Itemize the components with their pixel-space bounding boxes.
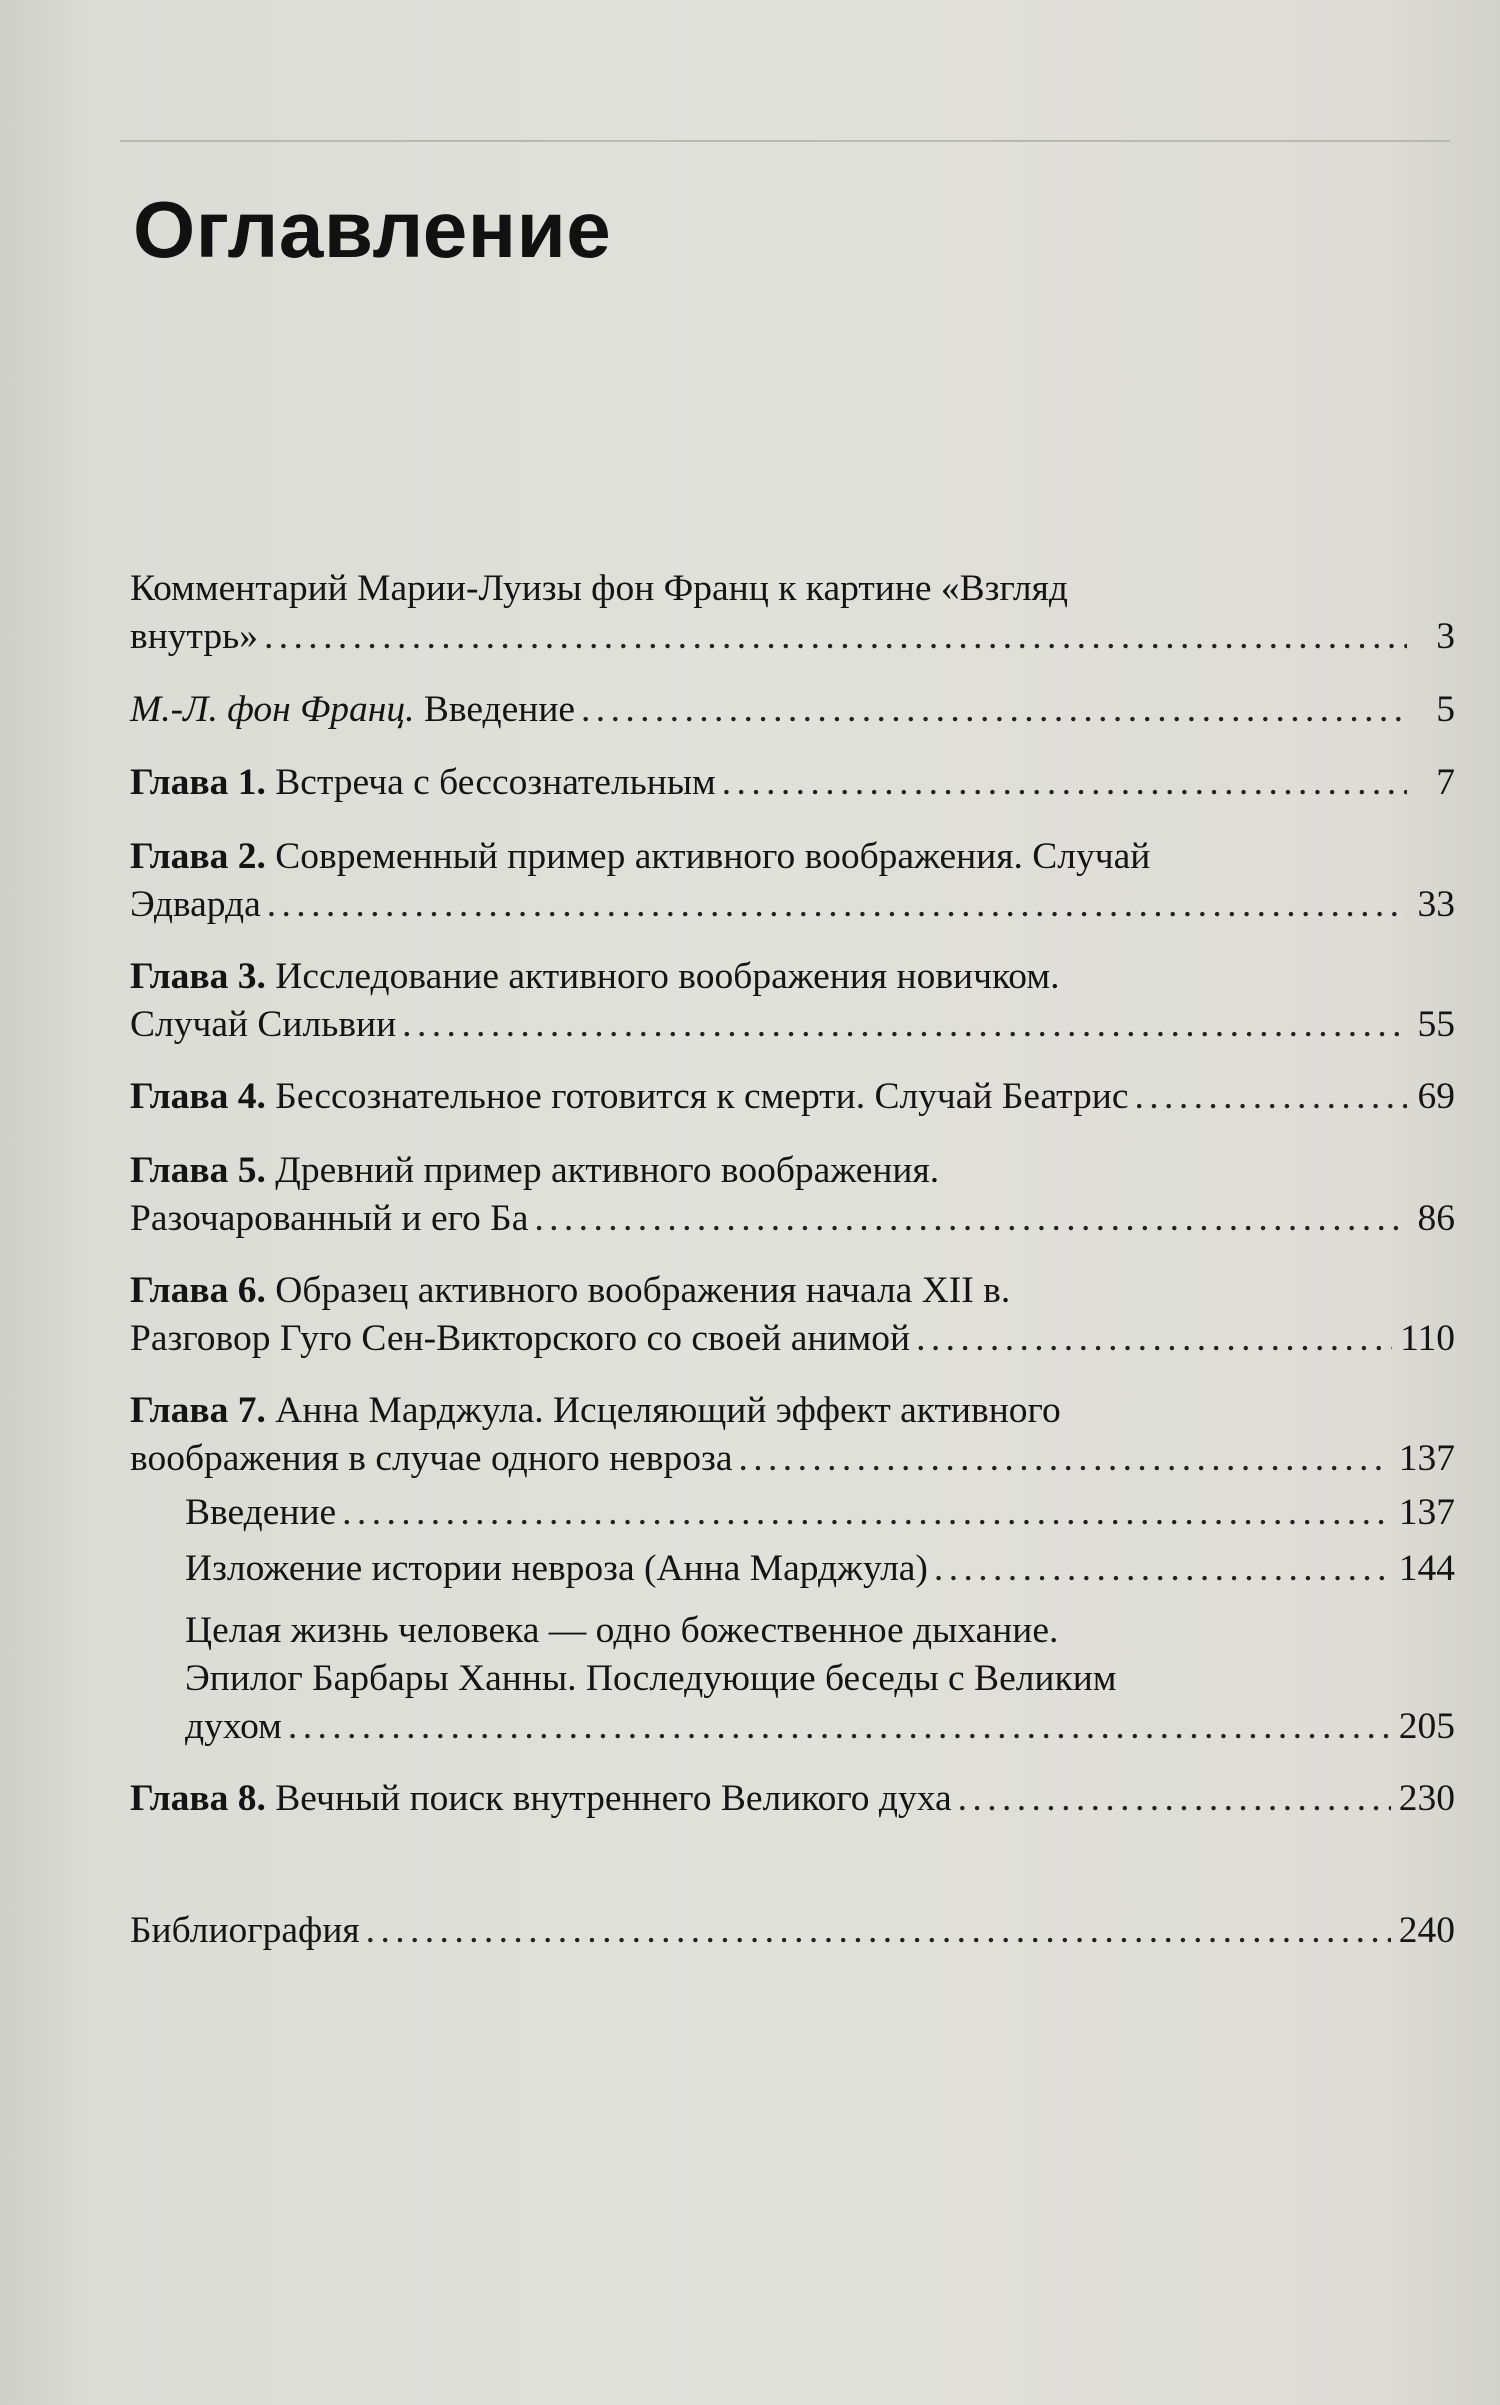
entry-title: Встреча с бессознательным: [275, 762, 716, 803]
page-number: 205: [1398, 1706, 1455, 1747]
page-number: 3: [1436, 616, 1455, 657]
entry-title: Эдварда: [130, 884, 261, 925]
chapter-label: Глава 3.: [130, 956, 266, 997]
page-number: 69: [1417, 1076, 1455, 1117]
page-number: 137: [1398, 1492, 1455, 1533]
entry-title: Комментарий Марии-Луизы фон Франц к картине «Взгляд: [130, 568, 1068, 609]
toc-entry: [130, 565, 1455, 661]
entry-title: Вечный поиск внутреннего Великого духа: [275, 1778, 952, 1819]
entry-title: Библиография: [130, 1910, 360, 1951]
toc-entry-line: [130, 1001, 1455, 1049]
chapter-label: Глава 4.: [130, 1076, 266, 1117]
toc-entry-line: [185, 1703, 1455, 1751]
toc-entry-line: [185, 1607, 1455, 1655]
toc-entry: [130, 953, 1455, 1049]
toc-entry-line: [185, 1489, 1455, 1537]
toc-entry-line: [130, 613, 1455, 661]
toc-entry-line: [130, 565, 1455, 613]
toc-entry-line: [185, 1655, 1455, 1703]
entry-title: Образец активного воображения начала XII в.: [275, 1270, 1011, 1311]
entry-title: Исследование активного воображения новичком.: [275, 956, 1060, 997]
toc-entry: [130, 686, 1455, 734]
page-number: 144: [1398, 1548, 1455, 1589]
header-rule: [120, 140, 1450, 142]
toc-entry-line: [130, 1775, 1455, 1823]
toc-entry: [130, 1775, 1455, 1823]
toc-entry: [130, 759, 1455, 807]
dot-leader: [722, 759, 1407, 807]
dot-leader: [342, 1489, 1391, 1537]
entry-title: Введение: [185, 1492, 337, 1533]
entry-title: Современный пример активного воображения. Случай: [275, 836, 1151, 877]
entry-title: воображения в случае одного невроза: [130, 1438, 733, 1479]
toc-entry: [130, 1907, 1455, 1955]
dot-leader: [1135, 1073, 1408, 1121]
entry-title: Целая жизнь человека — одно божественное дыхание.: [185, 1610, 1059, 1651]
toc-entry: [130, 1073, 1455, 1121]
toc-entry: [185, 1545, 1455, 1593]
toc-entry: [185, 1607, 1455, 1751]
page-number: 240: [1398, 1910, 1455, 1951]
toc-entry-line: [130, 1387, 1455, 1435]
chapter-label: Глава 8.: [130, 1778, 266, 1819]
dot-leader: [958, 1775, 1391, 1823]
toc-entry-line: [130, 881, 1455, 929]
chapter-label: Глава 2.: [130, 836, 266, 877]
entry-title: Анна Марджула. Исцеляющий эффект активного: [275, 1390, 1061, 1431]
page-number: 5: [1436, 689, 1455, 730]
page-number: 55: [1417, 1004, 1455, 1045]
toc-entry-line: [130, 1435, 1455, 1483]
page-number: 33: [1417, 884, 1455, 925]
entry-title: Древний пример активного воображения.: [275, 1150, 940, 1191]
dot-leader: [288, 1703, 1391, 1751]
page-number: 110: [1400, 1318, 1455, 1359]
toc-entry-line: [130, 1147, 1455, 1195]
chapter-label: Глава 1.: [130, 762, 266, 803]
toc-entry-line: [185, 1545, 1455, 1593]
entry-title: Изложение истории невроза (Анна Марджула): [185, 1548, 928, 1589]
dot-leader: [581, 686, 1407, 734]
entry-title: духом: [185, 1706, 282, 1747]
dot-leader: [738, 1435, 1390, 1483]
page-number: 7: [1436, 762, 1455, 803]
page-number: 230: [1398, 1778, 1455, 1819]
dot-leader: [534, 1195, 1407, 1243]
entry-title: Разочарованный и его Ба: [130, 1198, 529, 1239]
toc-entry-line: [130, 833, 1455, 881]
entry-title: Эпилог Барбары Ханны. Последующие беседы с Великим: [185, 1658, 1117, 1699]
toc-entry: [185, 1489, 1455, 1537]
dot-leader: [916, 1315, 1392, 1363]
entry-title: Введение: [423, 689, 576, 730]
page-number: 137: [1398, 1438, 1455, 1479]
toc-entry-line: [130, 1907, 1455, 1955]
chapter-label: Глава 6.: [130, 1270, 266, 1311]
toc-entry: [130, 1267, 1455, 1363]
entry-title: Бессознательное готовится к смерти. Случай Беатрис: [275, 1076, 1129, 1117]
toc-entry-line: [130, 1315, 1455, 1363]
entry-title: Случай Сильвии: [130, 1004, 397, 1045]
dot-leader: [402, 1001, 1407, 1049]
entry-title: внутрь»: [130, 616, 258, 657]
chapter-label: Глава 5.: [130, 1150, 266, 1191]
toc-entry-line: [130, 953, 1455, 1001]
toc-entry-line: [130, 686, 1455, 734]
entry-author: М.-Л. фон Франц.: [130, 689, 415, 730]
toc-entry-line: [130, 1195, 1455, 1243]
dot-leader: [267, 881, 1407, 929]
chapter-label: Глава 7.: [130, 1390, 266, 1431]
toc-entry: [130, 1387, 1455, 1483]
toc-entry-line: [130, 1073, 1455, 1121]
dot-leader: [264, 613, 1407, 661]
page-title: Оглавление: [133, 185, 612, 274]
toc-entry-line: [130, 759, 1455, 807]
toc-entry-line: [130, 1267, 1455, 1315]
dot-leader: [934, 1545, 1391, 1593]
page-number: 86: [1417, 1198, 1455, 1239]
toc-entry: [130, 833, 1455, 929]
toc-entry: [130, 1147, 1455, 1243]
entry-title: Разговор Гуго Сен-Викторского со своей анимой: [130, 1318, 911, 1359]
dot-leader: [366, 1907, 1391, 1955]
